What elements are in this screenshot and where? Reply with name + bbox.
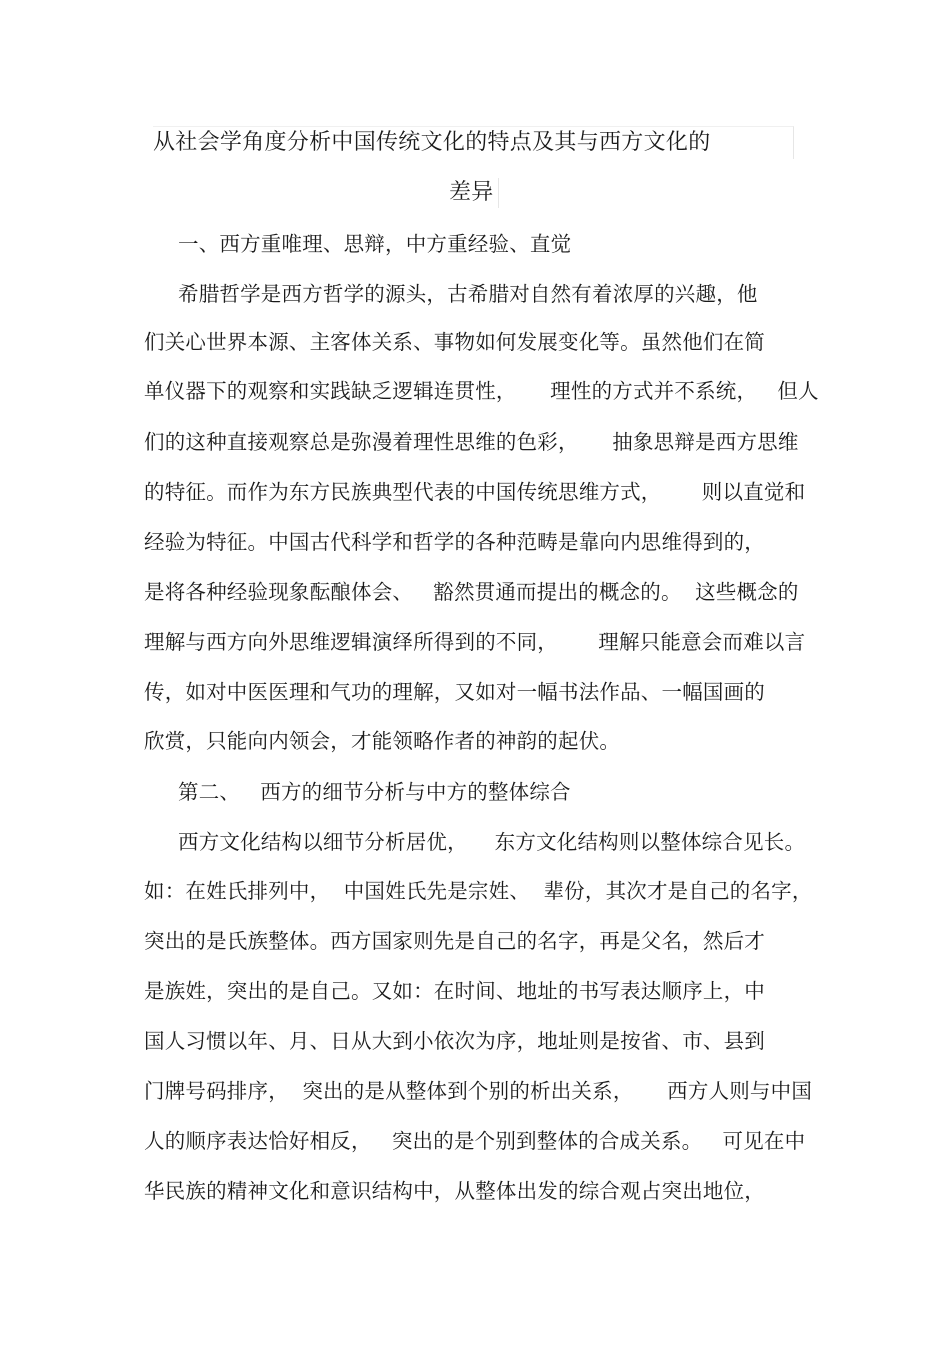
paragraph-line: 西方文化结构以细节分析居优， 东方文化结构则以整体综合见长。 bbox=[178, 830, 806, 854]
paragraph-line: 是族姓，突出的是自己。又如：在时间、地址的书写表达顺序上，中 bbox=[144, 979, 765, 1003]
paragraph-line: 突出的是氏族整体。西方国家则先是自己的名字，再是父名，然后才 bbox=[144, 929, 765, 953]
paragraph-line: 如：在姓氏排列中， 中国姓氏先是宗姓、 辈份，其次才是自己的名字， bbox=[144, 879, 813, 903]
paragraph-line: 单仪器下的观察和实践缺乏逻辑连贯性， 理性的方式并不系统， 但人 bbox=[144, 379, 819, 403]
paragraph-line: 希腊哲学是西方哲学的源头，古希腊对自然有着浓厚的兴趣，他 bbox=[178, 282, 758, 306]
paragraph-line: 国人习惯以年、月、日从大到小依次为序，地址则是按省、市、县到 bbox=[144, 1029, 765, 1053]
paragraph-line: 是将各种经验现象酝酿体会、 豁然贯通而提出的概念的。 这些概念的 bbox=[144, 580, 799, 604]
paragraph-line: 欣赏，只能向内领会，才能领略作者的神韵的起伏。 bbox=[144, 729, 621, 753]
section-heading-1: 一、西方重唯理、思辩，中方重经验、直觉 bbox=[178, 232, 572, 256]
paragraph-line: 的特征。而作为东方民族典型代表的中国传统思维方式， 则以直觉和 bbox=[144, 480, 806, 504]
paragraph-line: 们关心世界本源、主客体关系、事物如何发展变化等。虽然他们在简 bbox=[144, 330, 765, 354]
paragraph-line: 理解与西方向外思维逻辑演绎所得到的不同， 理解只能意会而难以言 bbox=[144, 630, 806, 654]
document-title-line-2: 差异 bbox=[449, 178, 499, 208]
section-heading-2: 第二、 西方的细节分析与中方的整体综合 bbox=[178, 780, 571, 804]
document-title-line-1: 从社会学角度分析中国传统文化的特点及其与西方文化的 bbox=[153, 126, 794, 159]
paragraph-line: 传，如对中医医理和气功的理解，又如对一幅书法作品、一幅国画的 bbox=[144, 680, 765, 704]
paragraph-line: 华民族的精神文化和意识结构中，从整体出发的综合观占突出地位， bbox=[144, 1179, 765, 1203]
paragraph-line: 人的顺序表达恰好相反， 突出的是个别到整体的合成关系。 可见在中 bbox=[144, 1129, 806, 1153]
paragraph-line: 们的这种直接观察总是弥漫着理性思维的色彩， 抽象思辩是西方思维 bbox=[144, 430, 799, 454]
paragraph-line: 经验为特征。中国古代科学和哲学的各种范畴是靠向内思维得到的， bbox=[144, 530, 765, 554]
paragraph-line: 门牌号码排序， 突出的是从整体到个别的析出关系， 西方人则与中国 bbox=[144, 1079, 813, 1103]
